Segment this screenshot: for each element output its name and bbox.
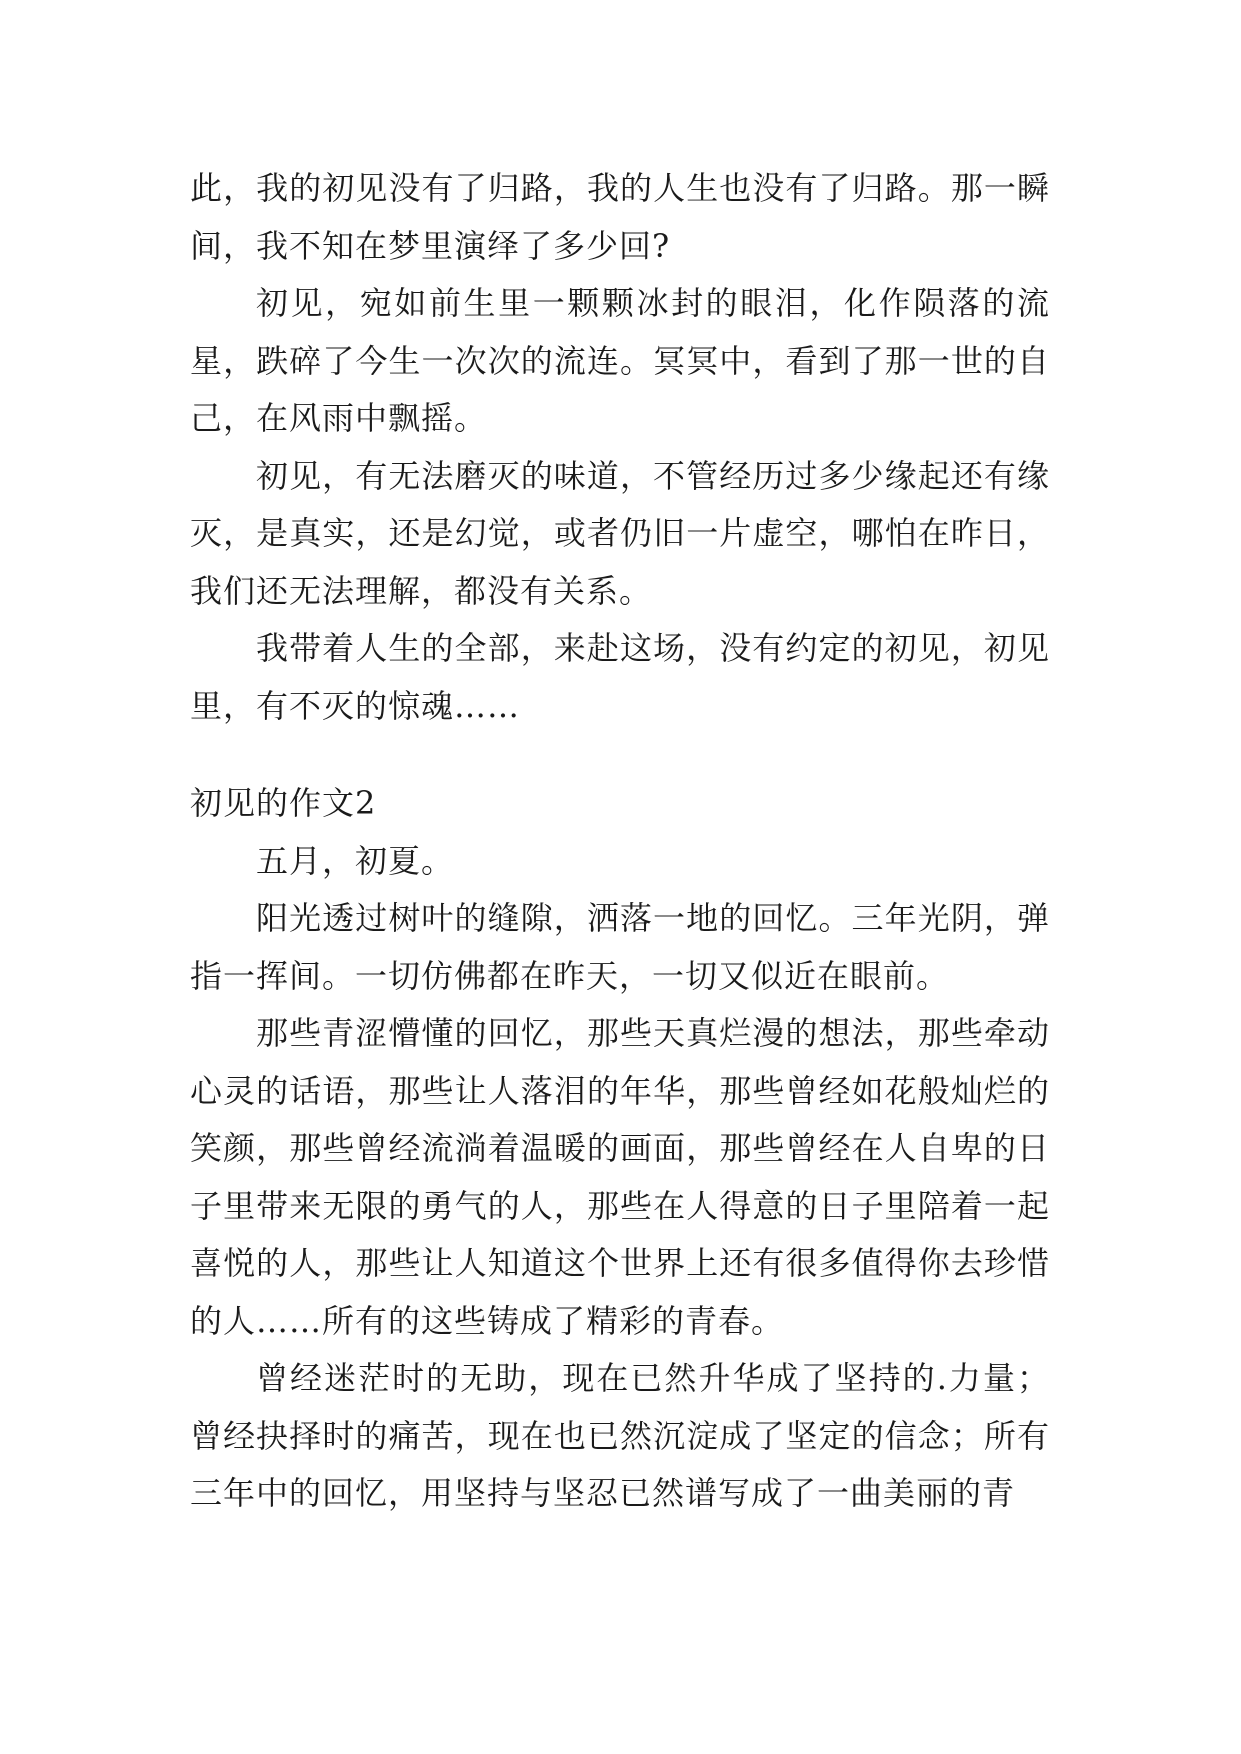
paragraph: 此，我的初见没有了归路，我的人生也没有了归路。那一瞬间，我不知在梦里演绎了多少回? <box>190 169 1050 265</box>
paragraph: 初见，宛如前生里一颗颗冰封的眼泪，化作陨落的流星，跌碎了今生一次次的流连。冥冥中，看到了那一世的自己，在风雨中飘摇。 <box>190 284 1050 437</box>
paragraph: 曾经迷茫时的无助，现在已然升华成了坚持的.力量；曾经抉择时的痛苦，现在也已然沉淀成了坚定的信念；所有三年中的回忆，用坚持与坚忍已然谱写成了一曲美丽的青 <box>190 1359 1050 1512</box>
paragraph: 那些青涩懵懂的回忆，那些天真烂漫的想法，那些牵动心灵的话语，那些让人落泪的年华，那些曾经如花般灿烂的笑颜，那些曾经流淌着温暖的画面，那些曾经在人自卑的日子里带来无限的勇气的人，那些在人得意的日子里陪着一起喜悦的人，那些让人知道这个世界上还有很多值得你去珍惜的人……所有的这些铸成了精彩的青春。 <box>190 1014 1050 1340</box>
paragraph: 五月，初夏。 <box>256 841 455 880</box>
essay-body <box>190 160 1050 1523</box>
paragraph: 阳光透过树叶的缝隙，洒落一地的回忆。三年光阴，弹指一挥间。一切仿佛都在昨天，一切又似近在眼前。 <box>190 899 1050 995</box>
paragraph: 初见，有无法磨灭的味道，不管经历过多少缘起还有缘灭，是真实，还是幻觉，或者仍旧一片虚空，哪怕在昨日，我们还无法理解，都没有关系。 <box>190 456 1050 610</box>
section-heading: 初见的作文2 <box>190 784 377 822</box>
paragraph: 我带着人生的全部，来赴这场，没有约定的初见，初见里，有不灭的惊魂…… <box>190 629 1050 725</box>
